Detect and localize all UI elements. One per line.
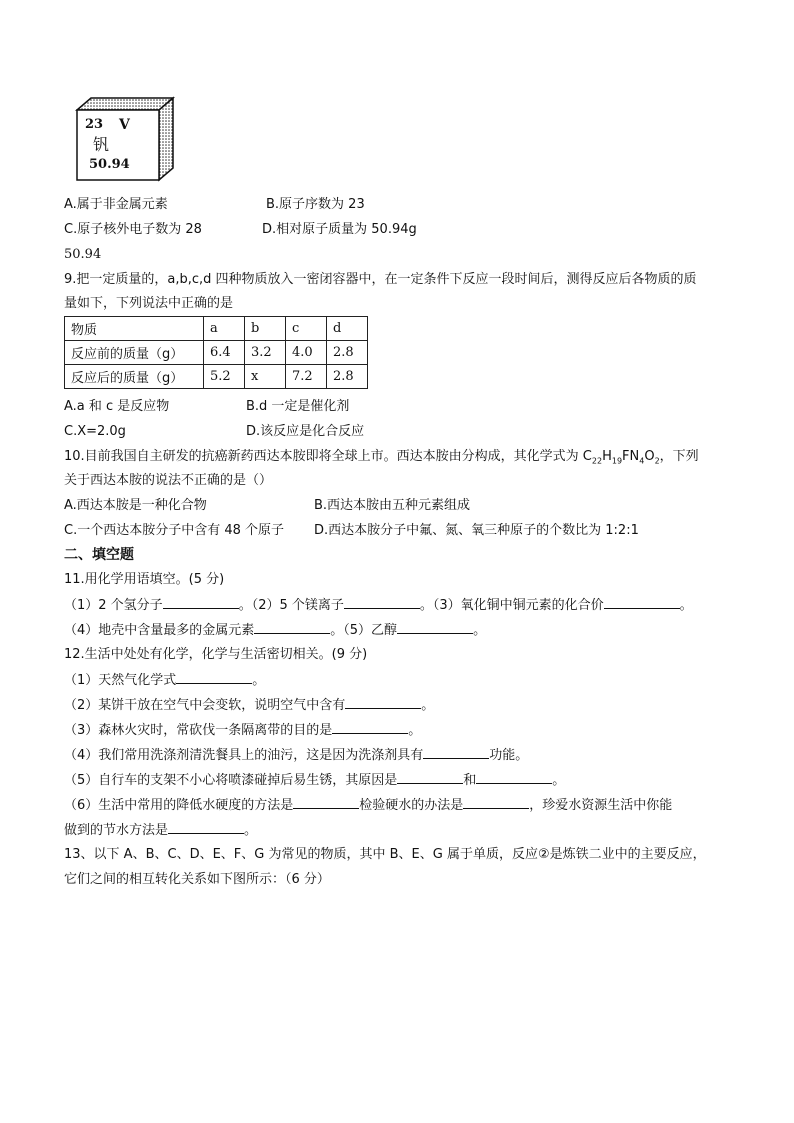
q9-option-d: D.该反应是化合反应 [246, 424, 365, 439]
table-cell: 4.0 [286, 341, 327, 365]
q9-option-c: C.X=2.0g [64, 424, 126, 439]
table-cell: 反应后的质量（g） [65, 365, 204, 389]
formula-h: H [602, 449, 612, 464]
q11-part2: 。（2）5 个镁离子 [238, 598, 344, 613]
formula-sub-n: 4 [639, 456, 645, 466]
table-cell: x [245, 365, 286, 389]
q12-line1 [64, 671, 265, 690]
q11-end2: 。 [473, 623, 487, 638]
table-row [65, 365, 368, 389]
q8-note: 50.94 [64, 247, 102, 262]
answer-blank[interactable] [332, 721, 408, 734]
answer-blank[interactable] [344, 596, 420, 609]
q11-line2 [64, 621, 486, 640]
q12-end: 。 [421, 698, 435, 713]
answer-blank[interactable] [254, 621, 330, 634]
q10-stem-line2: 关于西达本胺的说法不正确的是（） [64, 473, 273, 488]
q12-title: 12.生活中处处有化学，化学与生活密切相关。(9 分) [64, 647, 368, 662]
q10-stem-text: 10.目前我国自主研发的抗癌新药西达本胺即将全球上市。西达本胺由分构成，其化学式为 C [64, 449, 592, 464]
table-header-row [65, 317, 368, 341]
table-cell: 2.8 [327, 341, 368, 365]
section-title: 二、填空题 [64, 547, 134, 563]
formula-sub-h: 19 [611, 456, 623, 466]
answer-blank[interactable] [168, 821, 244, 834]
q10-stem-line1 [64, 448, 699, 471]
element-name: 钒 [93, 135, 110, 154]
q10-option-c: C.一个西达本胺分子中含有 48 个原子 [64, 523, 285, 538]
q13-line2: 它们之间的相互转化关系如下图所示：（6 分） [64, 872, 330, 887]
table-header-cell: b [245, 317, 286, 341]
answer-blank[interactable] [176, 671, 252, 684]
q9-stem-line2: 量如下，下列说法中正确的是 [64, 296, 234, 311]
q12-text-and: 和 [463, 773, 477, 788]
formula-sub-c: 22 [591, 456, 603, 466]
table-header-cell: 物质 [65, 317, 204, 341]
q10-option-d: D.西达本胺分子中氟、氮、氧三种原子的个数比为 1:2:1 [314, 523, 639, 538]
q12-line5 [64, 771, 565, 790]
q12-line6 [64, 796, 672, 815]
q8-option-b: B.原子序数为 23 [266, 197, 365, 212]
q11-part4: （4）地壳中含量最多的金属元素 [64, 623, 255, 638]
q10-stem-tail: ，下列 [659, 449, 699, 464]
q12-text: （3）森林火灾时，常砍伐一条隔离带的目的是 [64, 723, 333, 738]
table-header-cell: d [327, 317, 368, 341]
q11-end: 。 [679, 598, 693, 613]
q11-part1: （1）2 个氢分子 [64, 598, 163, 613]
answer-blank[interactable] [604, 596, 680, 609]
answer-blank[interactable] [423, 746, 489, 759]
table-row [65, 341, 368, 365]
element-symbol: V [119, 117, 130, 133]
q11-title: 11.用化学用语填空。(5 分) [64, 572, 225, 587]
q10-option-b: B.西达本胺由五种元素组成 [314, 498, 471, 513]
q8-option-c: C.原子核外电子数为 28 [64, 222, 202, 237]
table-header-cell: c [286, 317, 327, 341]
q11-line1 [64, 596, 693, 615]
table-cell: 6.4 [204, 341, 245, 365]
q12-end: 。 [552, 773, 566, 788]
q8-option-a: A.属于非金属元素 [64, 197, 168, 212]
q11-part3: 。（3）氧化铜中铜元素的化合价 [419, 598, 604, 613]
q12-end: 。 [244, 823, 258, 838]
q9-stem-line1: 9.把一定质量的，a,b,c,d 四种物质放入一密闭容器中，在一定条件下反应一段时间后，测得反应后各物质的质 [64, 272, 697, 287]
q12-text: （6）生活中常用的降低水硬度的方法是 [64, 798, 294, 813]
formula-sub-o: 2 [654, 456, 660, 466]
table-cell: 反应前的质量（g） [65, 341, 204, 365]
table-cell: 2.8 [327, 365, 368, 389]
q13-line1: 13、以下 A、B、C、D、E、F、G 为常见的物质，其中 B、E、G 属于单质，反应②是炼铁二业中的主要反应， [64, 847, 706, 862]
q12-end: 。 [252, 673, 266, 688]
q12-end: 。 [408, 723, 422, 738]
formula-fn: FN [622, 449, 640, 464]
table-header-cell: a [204, 317, 245, 341]
q12-text: （5）自行车的支架不小心将喷漆碰掉后易生锈，其原因是 [64, 773, 398, 788]
q9-option-b: B.d 一定是催化剂 [246, 399, 350, 414]
q12-text: 检验硬水的办法是 [359, 798, 464, 813]
q12-end: 功能。 [489, 748, 529, 763]
q12-line4 [64, 746, 528, 765]
answer-blank[interactable] [163, 596, 239, 609]
q12-text: （1）天然气化学式 [64, 673, 177, 688]
q12-text: （2）某饼干放在空气中会变软，说明空气中含有 [64, 698, 346, 713]
table-cell: 3.2 [245, 341, 286, 365]
atomic-mass: 50.94 [89, 157, 130, 172]
q11-part5: 。（5）乙醇 [330, 623, 398, 638]
q10-option-a: A.西达本胺是一种化合物 [64, 498, 207, 513]
formula-o: O [644, 449, 655, 464]
q12-line2 [64, 696, 434, 715]
answer-blank[interactable] [463, 796, 529, 809]
table-cell: 5.2 [204, 365, 245, 389]
q8-option-d: D.相对原子质量为 50.94g [262, 222, 417, 237]
answer-blank[interactable] [397, 771, 463, 784]
q12-line3 [64, 721, 421, 740]
q12-text: ，珍爱水资源生活中你能 [529, 798, 673, 813]
answer-blank[interactable] [345, 696, 421, 709]
atomic-number: 23 [85, 117, 104, 132]
table-cell: 7.2 [286, 365, 327, 389]
answer-blank[interactable] [397, 621, 473, 634]
q12-text: 做到的节水方法是 [64, 823, 169, 838]
element-tile-vanadium [75, 96, 187, 182]
q9-option-a: A.a 和 c 是反应物 [64, 399, 170, 414]
answer-blank[interactable] [293, 796, 359, 809]
mass-table [64, 316, 368, 389]
q12-line7 [64, 821, 257, 840]
q12-text: （4）我们常用洗涤剂清洗餐具上的油污，这是因为洗涤剂具有 [64, 748, 424, 763]
answer-blank[interactable] [476, 771, 552, 784]
